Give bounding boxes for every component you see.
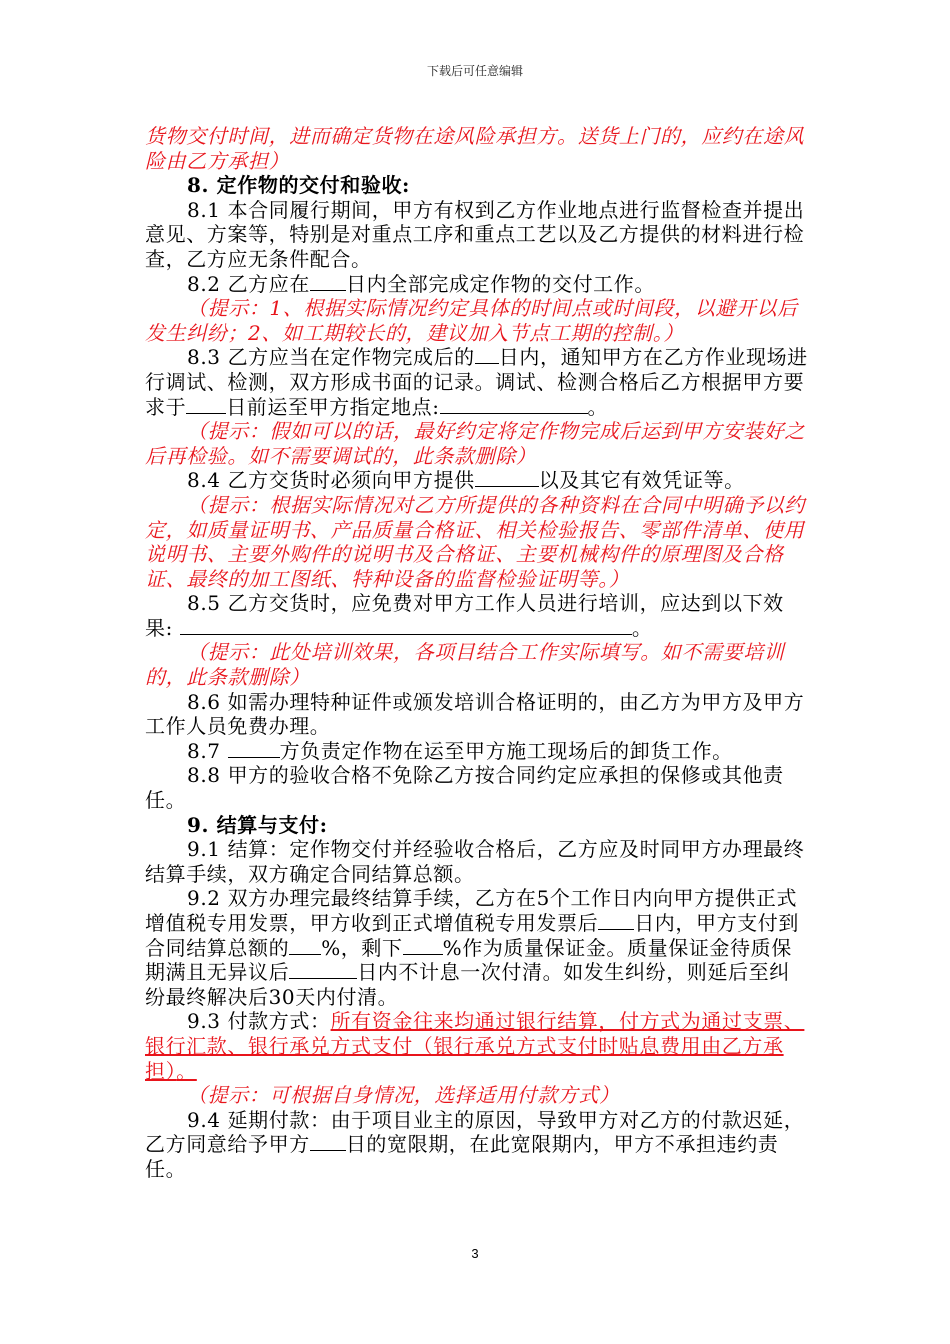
tip-8-2: （提示：1、根据实际情况约定具体的时间点或时间段，以避开以后发生纠纷；2、如工期较长的，建议加入节点工期的控制。） (145, 296, 798, 345)
clause-9-3: 9.3 付款方式：所有资金往来均通过银行结算，付方式为通过支票、银行汇款、银行承兑方式支付（银行承兑方式支付时贴息费用由乙方承担）。 (145, 1009, 805, 1083)
page-header: 下载后可任意编辑 (426, 64, 523, 78)
clause-8-5: 8.5 乙方交货时，应免费对甲方工作人员进行培训，应达到以下效果: 。 (145, 591, 784, 640)
blank-field (289, 960, 357, 979)
blank-field (289, 936, 321, 955)
tip-9-3: （提示：可根据自身情况，选择适用付款方式） (187, 1083, 620, 1108)
clause-8-6: 8.6 如需办理特种证件或颁发培训合格证明的，由乙方为甲方及甲方工作人员免费办理。 (145, 689, 805, 739)
clause-9-1: 9.1 结算：定作物交付并经验收合格后，乙方应及时同甲方办理最终结算手续，双方确定合同结算总额。 (145, 837, 805, 886)
blank-field (228, 739, 280, 758)
clause-8-2: 8.2 乙方应在 日内全部完成定作物的交付工作。 (187, 271, 655, 296)
payment-method-text: 所有资金往来均通过银行结算，付方式为通过支票、银行汇款、银行承兑方式支付（银行承兑方式支付时贴息费用由乙方承担） (145, 1009, 805, 1083)
blank-field (598, 911, 634, 930)
clause-9-2: 9.2 双方办理完最终结算手续，乙方在5个工作日内向甲方提供正式增值税专用发票，甲方收到正式增值税专用发票后 日内，甲方支付到合同结算总额的 %，剩下 %作为质量保证金。质量保证金待质保期满且无异议后 日内不计息一次付清。如发生纠纷，则延后至纠纷最终解决后30天内付清。 (145, 886, 800, 1009)
clause-9-4: 9.4 延期付款：由于项目业主的原因，导致甲方对乙方的付款迟延，乙方同意给予甲方 日的宽限期，在此宽限期内，甲方不承担违约责任。 (145, 1107, 805, 1181)
page-number: 3 (471, 1246, 479, 1261)
document-body (145, 124, 810, 1182)
clause-8-7: 8.7 方负责定作物在运至甲方施工现场后的卸货工作。 (187, 738, 733, 763)
blank-field (475, 468, 539, 487)
clause-8-4: 8.4 乙方交货时必须向甲方提供 以及其它有效凭证等。 (187, 468, 745, 493)
section-8-heading: 8. 定作物的交付和验收: (187, 173, 411, 198)
intro-red-text: 货物交付时间，进而确定货物在途风险承担方。送货上门的，应约在途风险由乙方承担） (145, 124, 805, 173)
blank-field (186, 395, 226, 414)
blank-field (440, 395, 588, 414)
tip-8-5: （提示：此处培训效果，各项目结合工作实际填写。如不需要培训的，此条款删除） (145, 640, 785, 690)
section-9-heading: 9. 结算与支付: (187, 812, 328, 837)
blank-field (180, 616, 632, 635)
blank-field (310, 1132, 346, 1151)
clause-8-3: 8.3 乙方应当在定作物完成后的 日内，通知甲方在乙方作业现场进行调试、检测，双方形成书面的记录。调试、检测合格后乙方根据甲方要求于 日前运至甲方指定地点: 。 (145, 345, 808, 419)
blank-field (310, 272, 346, 291)
clause-8-8: 8.8 甲方的验收合格不免除乙方按合同约定应承担的保修或其他责任。 (145, 763, 784, 813)
blank-field (403, 936, 443, 955)
tip-8-4: （提示：根据实际情况对乙方所提供的各种资料在合同中明确予以约定，如质量证明书、产品质量合格证、相关检验报告、零部件清单、使用说明书、主要外购件的说明书及合格证、主要机械构件的原理图及合格证、最终的加工图纸、特种设备的监督检验证明等。） (145, 492, 805, 591)
clause-8-1: 8.1 本合同履行期间，甲方有权到乙方作业地点进行监督检查并提出意见、方案等，特别是对重点工序和重点工艺以及乙方提供的材料进行检查，乙方应无条件配合。 (145, 197, 805, 271)
tip-8-3: （提示：假如可以的话，最好约定将定作物完成后运到甲方安装好之后再检验。如不需要调试的，此条款删除） (145, 419, 805, 468)
blank-field (475, 345, 499, 364)
